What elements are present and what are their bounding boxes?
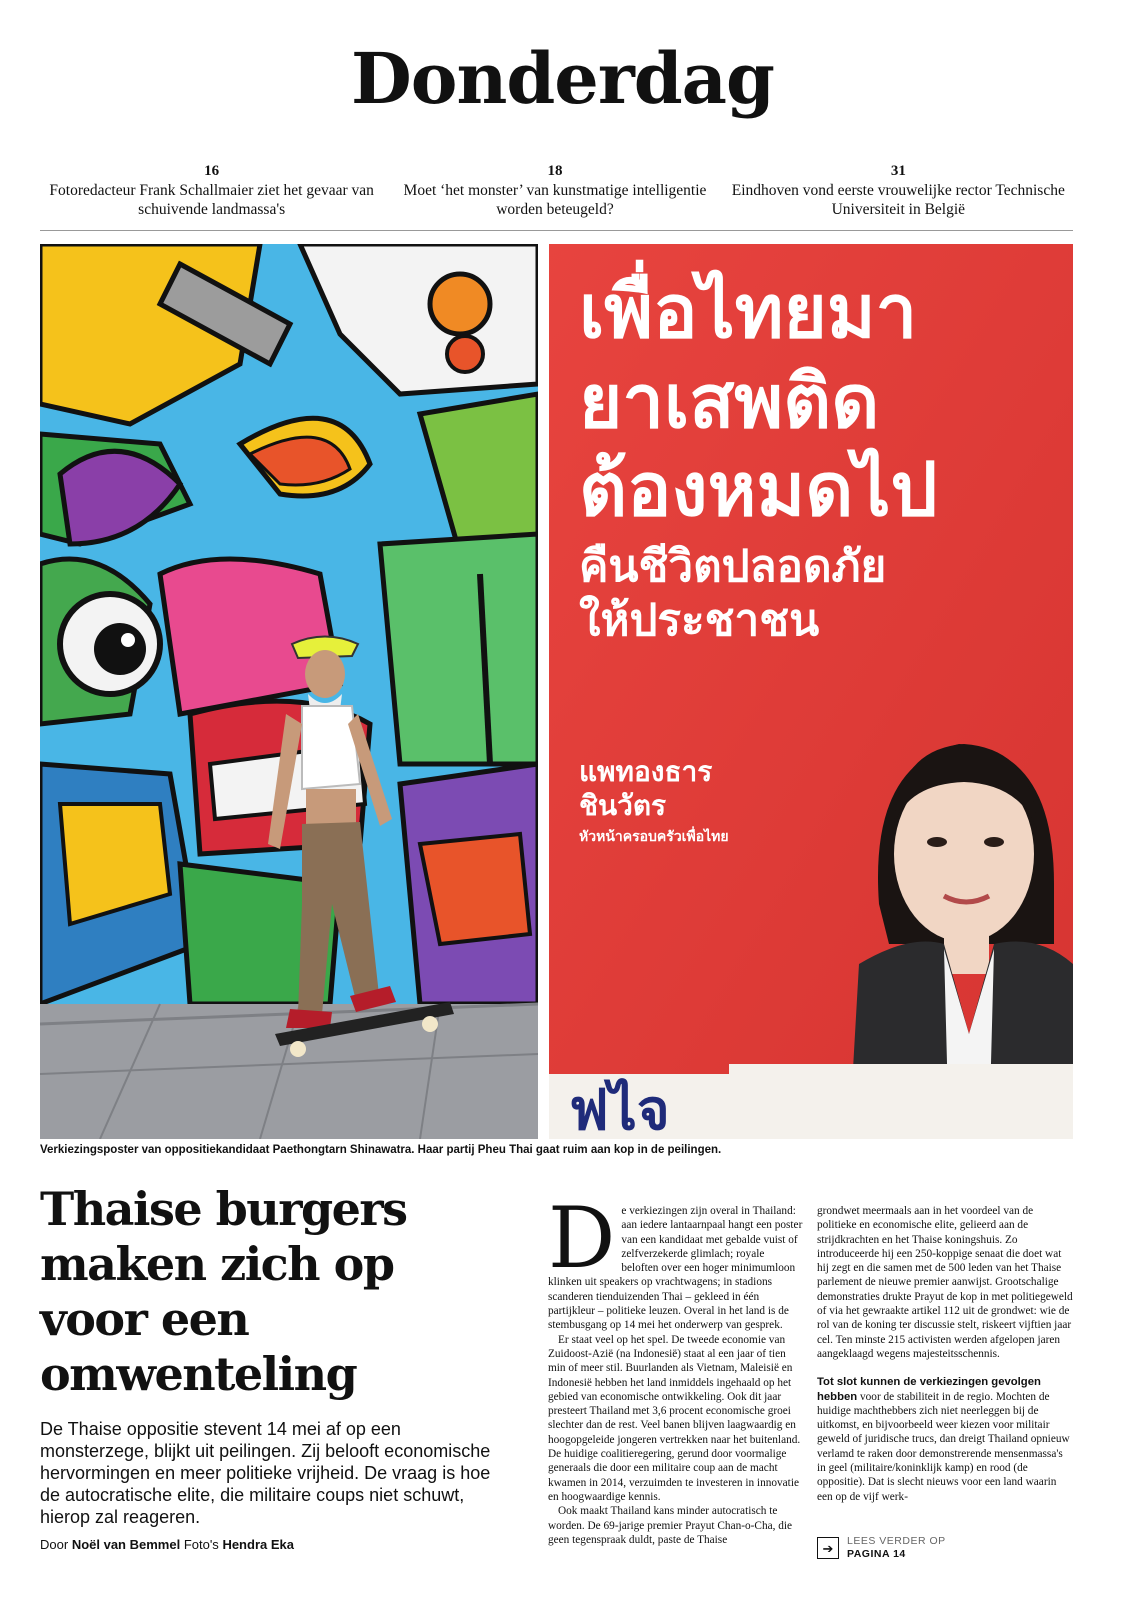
masthead: Donderdag (351, 37, 774, 120)
article-subhead: Tot slot kunnen de verkiezingen gevolgen hebben (817, 1376, 1041, 1403)
poster-slogan-line-2: ยาเสพติด (579, 359, 880, 445)
drop-cap: D (548, 1189, 616, 1287)
teaser-1[interactable] (40, 162, 383, 219)
teaser-text: Fotoredacteur Frank Schallmaier ziet het gevaar van schuivende landmassa's (49, 182, 374, 218)
article-paragraph: grondwet meermaals aan in het voordeel van de politieke en economische elite, gelieerd aan de strijdkrachten en het Thaise koningshuis. Zo introduceerde hij een 250-koppige senaat die doet wat hij zegt en die samen met de 500 leden van het Thaise parlement de nieuwe premier aanwijst. Grootschalige demonstraties drukte Prayut de kop in met politiegeweld of via het gewraakte artikel 112 uit de grondwet: wie de rol van de koning ter discussie stelt, riskeert vijftien jaar cel. Ten minste 215 activisten werden afgelopen jaren aangeklaagd wegens majesteitsschennis. (817, 1205, 1073, 1360)
byline-photographer: Hendra Eka (222, 1537, 294, 1552)
byline-photo-label: Foto's (183, 1537, 219, 1552)
read-more-link[interactable] (817, 1535, 946, 1561)
article-column-2 (817, 1204, 1073, 1504)
article-headline: Thaise burgers maken zich op voor een omwenteling (40, 1182, 407, 1401)
byline-author: Noël van Bemmel (71, 1537, 181, 1552)
poster-slogan-line-5: ให้ประชาชน (579, 595, 820, 646)
poster-slogan-line-3: ต้องหมดไป (579, 447, 938, 533)
article-paragraph-with-subhead (817, 1375, 1073, 1504)
teaser-text: Moet ‘het monster’ van kunstmatige intelligentie worden beteugeld? (403, 182, 707, 218)
photo-mural-skateboarder (40, 244, 538, 1139)
read-more-page: PAGINA 14 (847, 1548, 906, 1560)
teaser-3[interactable] (727, 162, 1070, 219)
teaser-bar (40, 162, 1070, 219)
article-paragraph: e verkiezingen zijn overal in Thailand: aan iedere lantaarnpaal hangt een poster van een kandidaat met gebalde vuist of zelfverzekerde glimlach; royale beloften over een hoger minimumloon klinken uit speakers op vrachtwagens; in stadions scanderen tienduizenden Thai – gekleed in één partijkleur – politieke leuzen. Overal in het land is de stembusgang op 14 mei het onderwerp van gesprek. (548, 1205, 803, 1332)
read-more-label: LEES VERDER OP (847, 1535, 946, 1547)
arrow-right-icon: ➔ (817, 1537, 839, 1559)
poster-bottom-text: ฟไจ (569, 1078, 670, 1139)
article-paragraph: Ook maakt Thailand kans minder autocratisch te worden. De 69-jarige premier Prayut Chan-o-Cha, die geen tegenspraak duldt, paste de Thaise (548, 1505, 793, 1546)
poster-candidate-name-2: ชินวัตร (579, 789, 667, 822)
byline-door-label: Door (40, 1537, 69, 1552)
byline (40, 1537, 294, 1552)
teaser-text: Eindhoven vond eerste vrouwelijke rector Technische Universiteit in België (731, 182, 1065, 218)
photo-caption: Verkiezingsposter van oppositiekandidaat Paethongtarn Shinawatra. Haar partij Pheu Thai gaat ruim aan kop in de peilingen. (40, 1144, 722, 1156)
poster-slogan-line-4: คืนชีวิตปลอดภัย (579, 541, 887, 592)
teaser-page-number: 16 (204, 163, 220, 179)
article-paragraph-text: voor de stabiliteit in de regio. Mochten de huidige machthebbers zich niet neerleggen bij de uitkomst, en bijvoorbeeld weer kiezen voor militair geweld of juridische trucs, dan dreigt Thailand opnieuw verlamd te raken door demonstrerende mensenmassa's in geel (militaire/koninklijk kamp) en rood (de oppositie). Dat is slecht nieuws voor een land waarin een op de vijf werk- (817, 1390, 1070, 1503)
teaser-page-number: 31 (890, 163, 906, 179)
poster-slogan-line-1: เพื่อไทยมา (579, 269, 918, 355)
teaser-page-number: 18 (547, 163, 563, 179)
article-column-1 (548, 1189, 804, 1547)
photo-election-poster (549, 244, 1073, 1139)
article-paragraph: Er staat veel op het spel. De tweede economie van Zuidoost-Azië (na Indonesië) staat al een jaar of tien min of meer stil. Buurlanden als Vietnam, Maleisië en Indonesië hebben het land inmiddels ingehaald op het gebied van economische ontwikkeling. Ook dit jaar presteert Thailand met 3,6 procent economische groei slechter dan de rest. Veel banen blijven laagwaardig en hoogopgeleide jongeren vertrekken naar het buitenland. De huidige coalitieregering, gerund door voormalige generaals die door een militaire coup aan de macht kwamen in 2014, verzuimden te investeren in innovatie en hoogwaardige kennis. (548, 1333, 801, 1503)
poster-candidate-role: หัวหน้าครอบครัวเพื่อไทย (579, 829, 729, 845)
article-lede: De Thaise oppositie stevent 14 mei af op een monsterzege, blijkt uit peilingen. Zij belooft economische hervormingen en meer politieke vrijheid. De vraag is hoe de autocratische elite, die militaire coups niet schuwt, hierop zal reageren. (40, 1419, 491, 1527)
poster-candidate-name-1: แพทองธาร (579, 755, 713, 788)
teaser-2[interactable] (383, 162, 726, 219)
divider (40, 230, 1073, 231)
